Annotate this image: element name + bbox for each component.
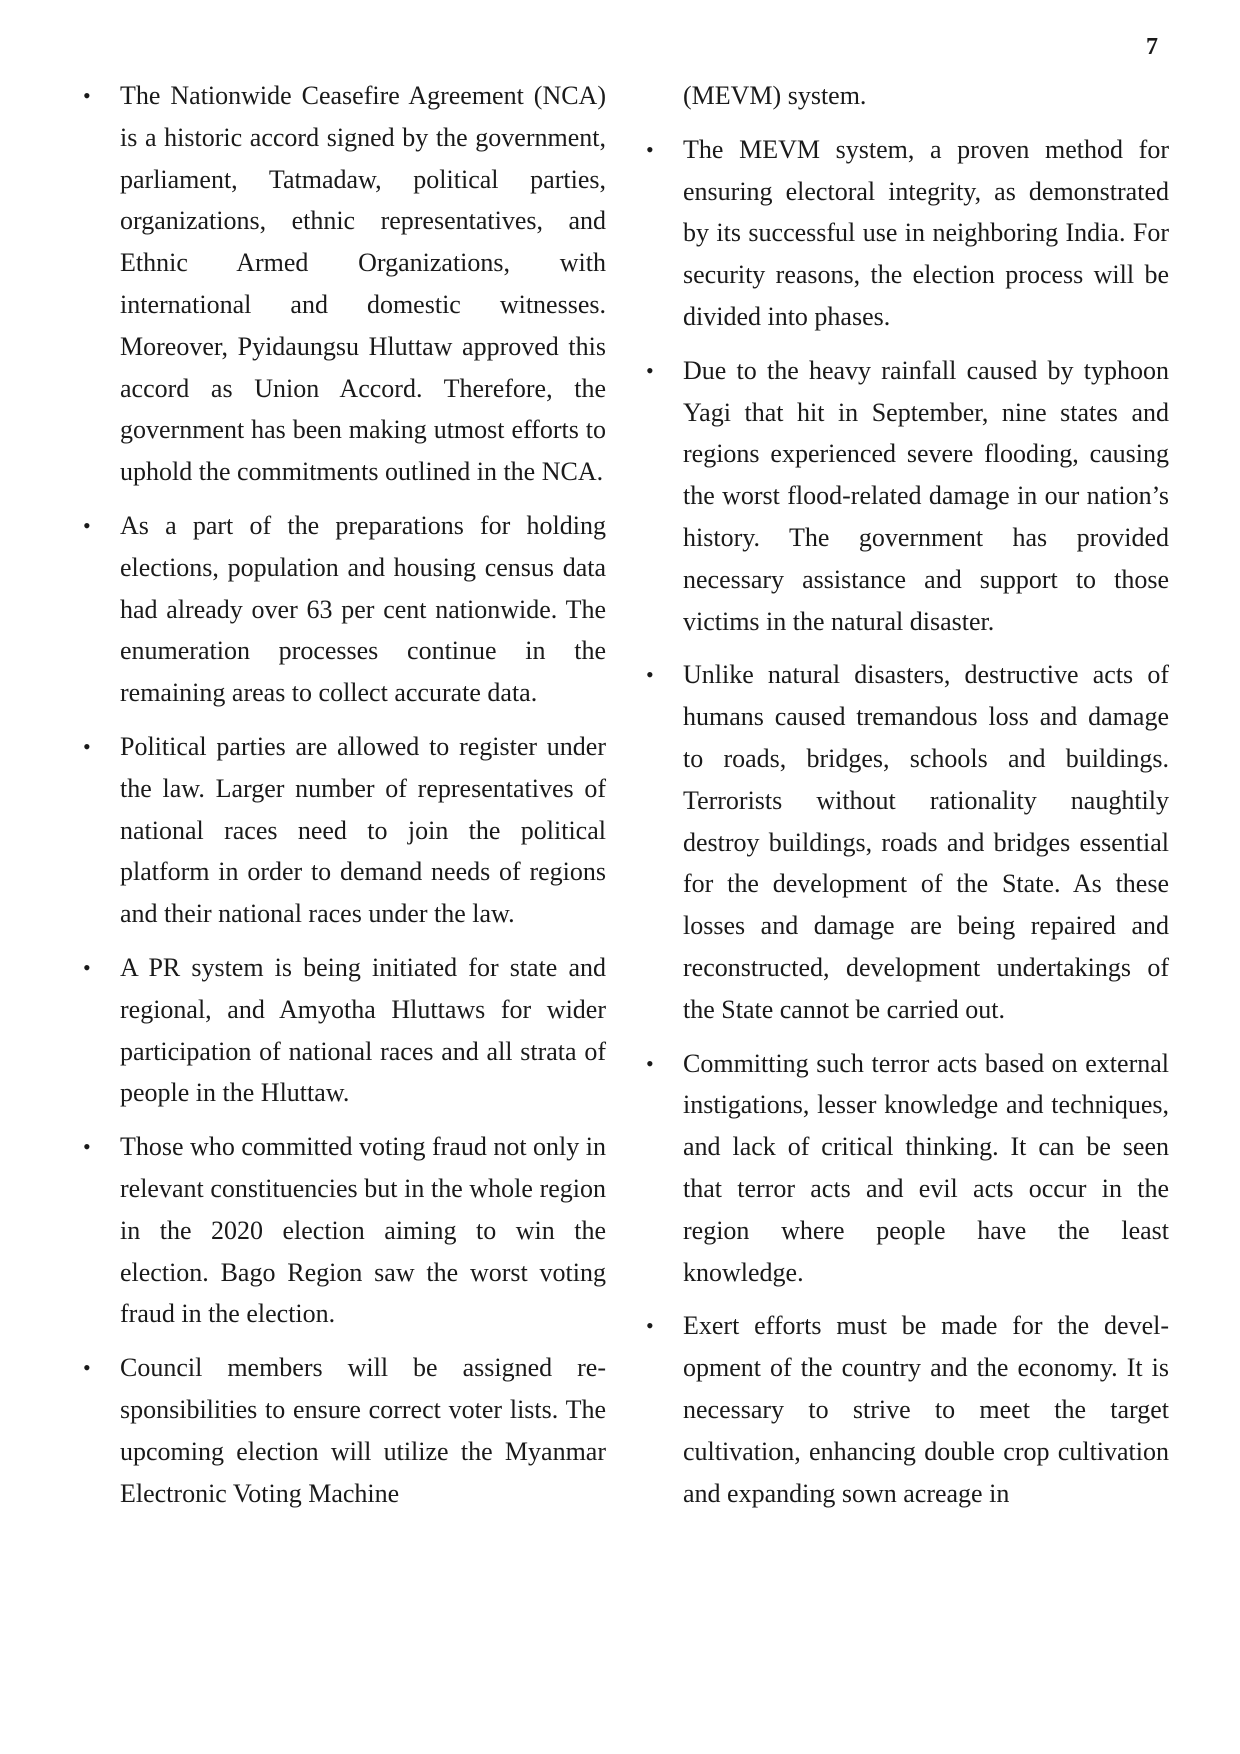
list-item <box>83 726 606 935</box>
list-item-text: A PR system is being initiated for state and regional, and Amyotha Hluttaws for wider participation of national races and all strata of people in the Hluttaw. <box>120 952 606 1108</box>
list-item-text: The MEVM system, a proven method for ensuring electoral integrity, as demonstrated by its successful use in neighboring India. For security reasons, the election process will be divided into phases. <box>683 134 1169 331</box>
list-item <box>646 1305 1169 1514</box>
bullet-icon: • <box>646 662 654 688</box>
list-item-text: Due to the heavy rainfall caused by typhoon Yagi that hit in September, nine states and regions experienced severe flooding, causing the worst flood-related damage in our nation’s history. The government has provided necessary assistance and support to those victims in the natural disaster. <box>683 355 1169 636</box>
page-number: 7 <box>1146 34 1158 60</box>
list-item-text: The Nationwide Ceasefire Agreement (NCA) is a historic accord signed by the government, parliament, Tatmadaw, political parties, organizations, ethnic representatives, and Ethnic Armed Organizations, with international and domestic witnesses. Moreover, Pyidaungsu Hluttaw approved this accord as Union Accord. Therefore, the government has been making utmost efforts to uphold the commitments outlined in the NCA. <box>120 81 606 487</box>
bullet-icon: • <box>646 1313 654 1339</box>
left-bullet-list <box>83 75 606 1514</box>
bullet-icon: • <box>83 512 91 538</box>
list-item <box>646 350 1169 643</box>
list-item <box>83 1126 606 1335</box>
list-item-text: Committing such terror acts based on external instigations, lesser knowledge and techniques, and lack of critical thinking. It can be seen that terror acts and evil acts occur in the region where people have the least knowledge. <box>683 1048 1169 1287</box>
bullet-icon: • <box>646 357 654 383</box>
left-column <box>83 75 606 1526</box>
list-item <box>646 129 1169 338</box>
list-item-text: Unlike natural disasters, destructive acts of humans caused tremandous loss and damage to roads, bridges, schools and buildings. Terrorists without rationality naughtily destroy buildings, roads and bridges essential for the development of the State. As these losses and damage are being repaired and reconstructed, development undertakings of the State cannot be carried out. <box>683 660 1169 1024</box>
bullet-icon: • <box>646 1050 654 1076</box>
bullet-icon: • <box>83 83 91 108</box>
bullet-icon: • <box>83 1134 91 1160</box>
right-column <box>646 75 1169 1526</box>
bullet-icon: • <box>83 954 91 980</box>
list-item-text: Exert efforts must be made for the development of the country and the economy. It is necessary to strive to meet the target cultivation, enhancing double crop cultivation and expanding sown acreage in <box>683 1311 1169 1508</box>
bullet-icon: • <box>83 733 91 759</box>
list-item <box>83 75 606 493</box>
list-item <box>83 947 606 1114</box>
list-item-text: Political parties are allowed to register under the law. Larger number of representatives of national races need to join the political platform in order to demand needs of regions and their national races under the law. <box>120 731 606 929</box>
list-item-text: As a part of the preparations for holding elections, population and housing census data had already over 63 per cent nationwide. The enumeration processes continue in the remaining areas to collect accurate data. <box>120 510 606 708</box>
right-bullet-list <box>646 129 1169 1515</box>
list-item-text: Those who committed voting fraud not only in relevant constituencies but in the whole region in the 2020 election aiming to win the election. Bago Region saw the worst voting fraud in the election. <box>120 1132 606 1329</box>
list-item-text: Council members will be assigned responsibilities to ensure correct voter lists. The upcoming election will utilize the Myanmar Electronic Voting Machine <box>120 1353 606 1508</box>
continued-text: (MEVM) system. <box>683 81 867 110</box>
list-item <box>83 1347 606 1514</box>
bullet-icon: • <box>646 136 654 162</box>
list-item <box>83 505 606 714</box>
list-item <box>646 654 1169 1030</box>
list-item <box>646 1043 1169 1294</box>
bullet-icon: • <box>83 1355 91 1381</box>
